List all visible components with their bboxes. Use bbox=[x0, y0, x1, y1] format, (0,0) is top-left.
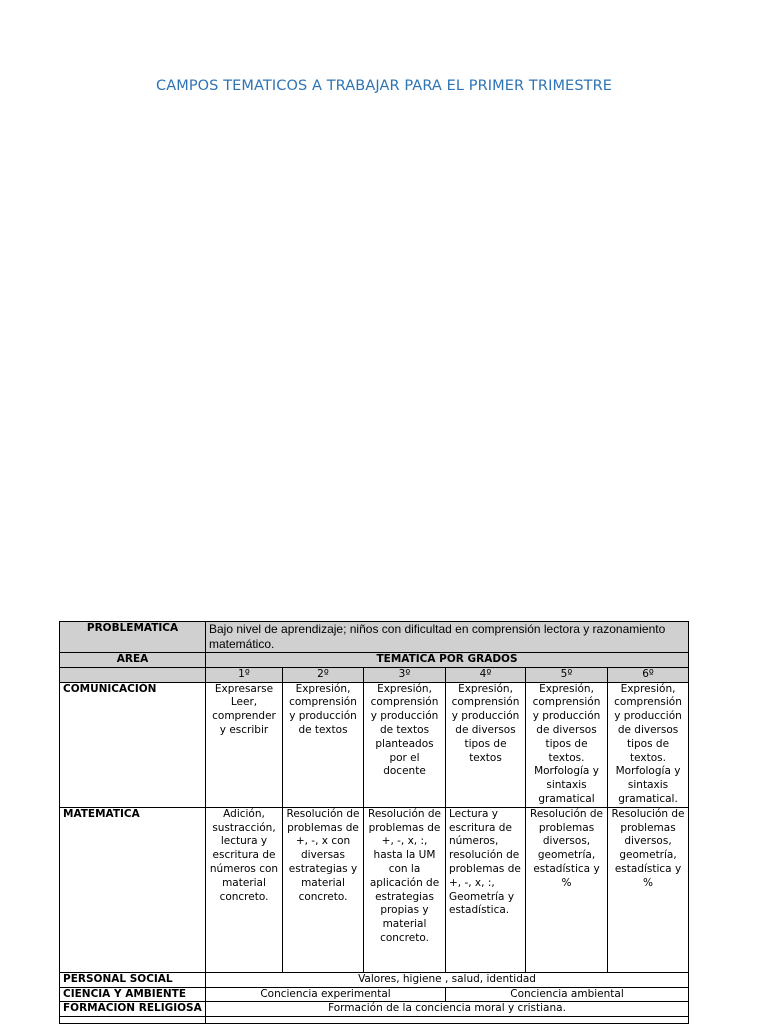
personal-social-text: Valores, higiene , salud, identidad bbox=[206, 972, 689, 987]
comunicacion-grade-2: Expresión, comprensión y producción de textos bbox=[283, 682, 364, 807]
comunicacion-grade-5: Expresión, comprensión y producción de diversos tipos de textos. Morfología y sintaxis gramatical bbox=[526, 682, 608, 807]
comunicacion-label: COMUNICACIÒN bbox=[60, 682, 206, 807]
row-grades bbox=[60, 667, 689, 682]
ciencia-right-text: Conciencia ambiental bbox=[446, 987, 689, 1002]
grade-3: 3º bbox=[364, 667, 446, 682]
grade-4: 4º bbox=[446, 667, 526, 682]
ciencia-label: CIENCIA Y AMBIENTE bbox=[60, 987, 206, 1002]
formacion-label: FORMACION RELIGIOSA bbox=[60, 1002, 206, 1017]
comunicacion-grade-3: Expresión, comprensión y producción de textos planteados por el docente bbox=[364, 682, 446, 807]
formacion-text: Formación de la conciencia moral y cristiana. bbox=[206, 1002, 689, 1017]
area-header: AREA bbox=[60, 653, 206, 668]
row-area-header bbox=[60, 653, 689, 668]
cut-off-text-cell bbox=[206, 1017, 689, 1024]
comunicacion-grade-1: Expresarse Leer, comprender y escribir bbox=[206, 682, 283, 807]
comunicacion-grade-6: Expresión, comprensión y producción de diversos tipos de textos. Morfología y sintaxis gramatical. bbox=[608, 682, 689, 807]
matematica-grade-2: Resolución de problemas de +, -, x con diversas estrategias y material concreto. bbox=[283, 807, 364, 972]
matematica-grade-6: Resolución de problemas diversos, geometría, estadística y % bbox=[608, 807, 689, 972]
ciencia-left-text: Conciencia experimental bbox=[206, 987, 446, 1002]
row-personal-social bbox=[60, 972, 689, 987]
grade-2: 2º bbox=[283, 667, 364, 682]
grade-5: 5º bbox=[526, 667, 608, 682]
thematic-table bbox=[59, 621, 689, 1024]
matematica-grade-5: Resolución de problemas diversos, geometría, estadística y % bbox=[526, 807, 608, 972]
problematica-label: PROBLEMATICA bbox=[60, 622, 206, 653]
row-cut-off bbox=[60, 1017, 689, 1024]
row-problematica bbox=[60, 622, 689, 653]
grade-1: 1º bbox=[206, 667, 283, 682]
row-ciencia-ambiente bbox=[60, 987, 689, 1002]
row-formacion-religiosa bbox=[60, 1002, 689, 1017]
personal-social-label: PERSONAL SOCIAL bbox=[60, 972, 206, 987]
grades-blank-cell bbox=[60, 667, 206, 682]
comunicacion-grade-4: Expresión, comprensión y producción de diversos tipos de textos bbox=[446, 682, 526, 807]
grade-6: 6º bbox=[608, 667, 689, 682]
matematica-grade-1: Adición, sustracción, lectura y escritura de números con material concreto. bbox=[206, 807, 283, 972]
row-comunicacion bbox=[60, 682, 689, 807]
row-matematica bbox=[60, 807, 689, 972]
matematica-grade-4: Lectura y escritura de números, resolución de problemas de +, -, x, :, Geometría y estadística. bbox=[446, 807, 526, 972]
cut-off-label-cell bbox=[60, 1017, 206, 1024]
page-title: CAMPOS TEMATICOS A TRABAJAR PARA EL PRIMER TRIMESTRE bbox=[155, 78, 613, 94]
matematica-grade-3: Resolución de problemas de +, -, x, :, hasta la UM con la aplicación de estrategias propias y material concreto. bbox=[364, 807, 446, 972]
tematica-header: TEMATICA POR GRADOS bbox=[206, 653, 689, 668]
matematica-label: MATEMATICA bbox=[60, 807, 206, 972]
problematica-text: Bajo nivel de aprendizaje; niños con dificultad en comprensión lectora y razonamiento matemático. bbox=[206, 622, 689, 653]
